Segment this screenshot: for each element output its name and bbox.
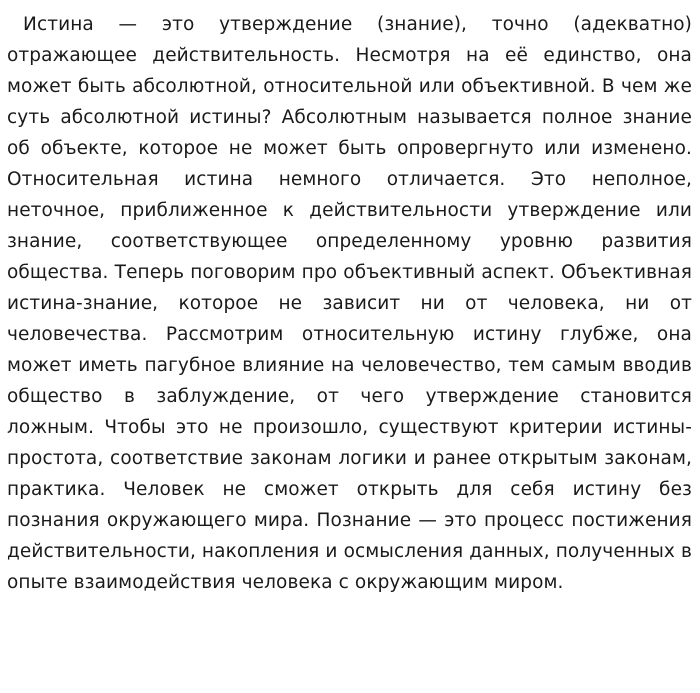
essay-paragraph: Истина — это утверждение (знание), точно (адекватно) отражающее действительность. Несмотря на её единство, она может быть абсолютной, относительной или объективной. В чем же суть абсолютной истины? Абсолютным называется полное знание об объекте, которое не может быть опровергнуто или изменено. Относительная истина немного отличается. Это неполное, неточное, приближенное к действительности утверждение или знание, соответствующее определенному уровню развития общества. Теперь поговорим про объективный аспект. Объективная истина-знание, которое не зависит ни от человека, ни от человечества. Рассмотрим относительную истину глубже, она может иметь пагубное влияние на человечество, тем самым вводив общество в заблуждение, от чего утверждение становится ложным. Чтобы это не произошло, существуют критерии истины-простота, соответствие законам логики и ранее открытым законам, практика. Человек не сможет открыть для себя истину без познания окружающего мира. Познание — это процесс постижения действительности, накопления и осмысления данных, полученных в опыте взаимодействия человека с окружающим миром. bbox=[7, 14, 692, 593]
